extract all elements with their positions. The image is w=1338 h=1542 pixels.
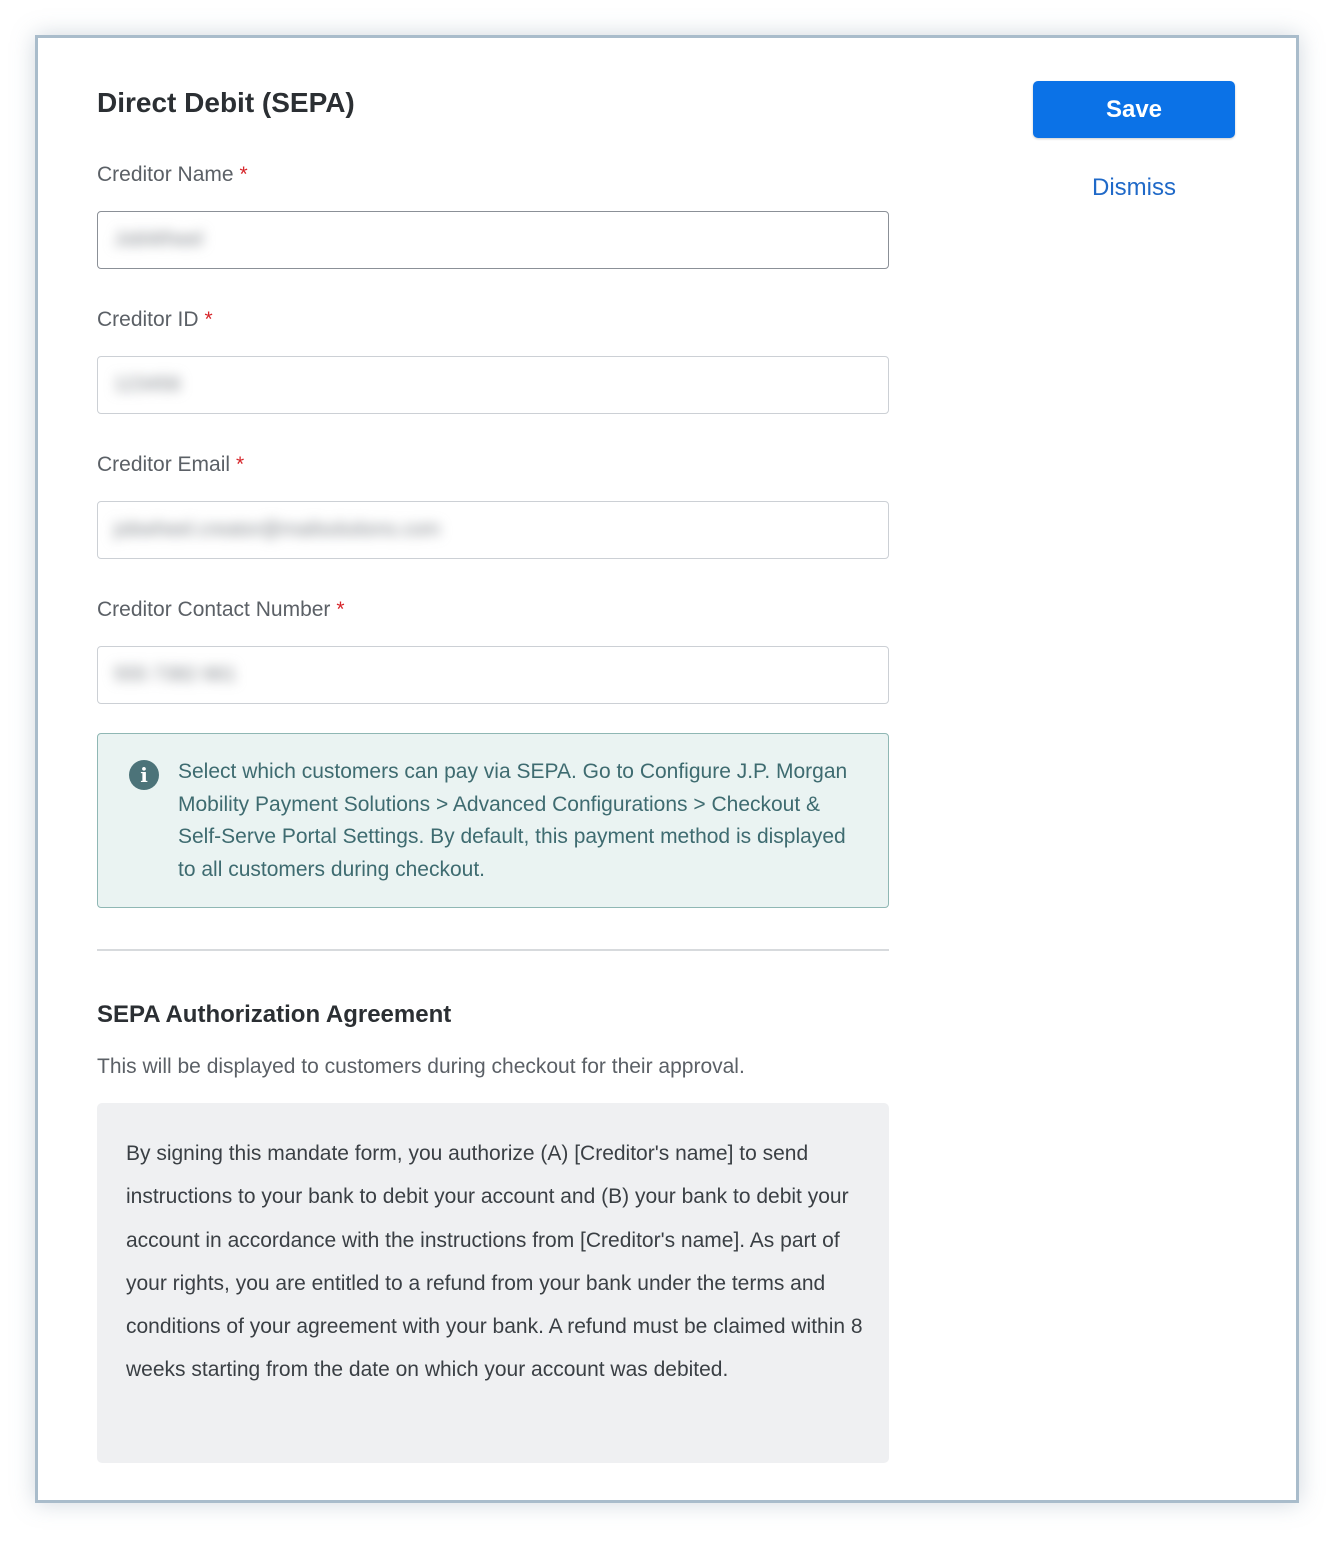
agreement-description: This will be displayed to customers during checkout for their approval. — [97, 1055, 745, 1078]
creditor-contact-number-label — [97, 596, 345, 624]
creditor-id-value: 123456 — [114, 373, 181, 396]
creditor-email-input[interactable] — [97, 501, 889, 559]
creditor-contact-number-value: 555 7382 661 — [114, 663, 237, 686]
creditor-contact-number-input[interactable] — [97, 646, 889, 704]
creditor-id-label — [97, 306, 213, 334]
info-callout — [97, 733, 889, 908]
required-marker: * — [236, 453, 245, 476]
creditor-name-label — [97, 161, 248, 189]
info-message: Select which customers can pay via SEPA. Go to Configure J.P. Morgan Mobility Payment Solutions > Advanced Configurations > Checkout & Self-Serve Portal Settings. By default, this payment method is displayed to all customers during checkout. — [178, 760, 848, 881]
required-marker: * — [204, 308, 213, 331]
creditor-email-value: jobwheel.creator@mailsolutions.com — [114, 518, 440, 541]
required-marker: * — [239, 163, 248, 186]
creditor-email-label — [97, 451, 244, 479]
agreement-text-box — [97, 1103, 889, 1463]
agreement-title: SEPA Authorization Agreement — [97, 1001, 452, 1028]
dismiss-link[interactable]: Dismiss — [1092, 174, 1176, 201]
section-divider — [97, 949, 889, 951]
page-title: Direct Debit (SEPA) — [97, 87, 355, 118]
field-label-text: Creditor Name — [97, 163, 234, 186]
creditor-name-input[interactable] — [97, 211, 889, 269]
agreement-text: By signing this mandate form, you authorize (A) [Creditor's name] to send instructions to your bank to debit your account and (B) your bank to debit your account in accordance with the instructions from [Creditor's name]. As part of your rights, you are entitled to a refund from your bank under the terms and conditions of your agreement with your bank. A refund must be claimed within 8 weeks starting from the date on which your account was debited. — [126, 1142, 863, 1382]
creditor-id-input[interactable] — [97, 356, 889, 414]
field-label-text: Creditor Contact Number — [97, 598, 331, 621]
creditor-name-value: JobWheel — [114, 228, 203, 251]
info-icon: i — [129, 760, 159, 790]
required-marker: * — [336, 598, 345, 621]
save-button[interactable]: Save — [1033, 81, 1235, 138]
field-label-text: Creditor Email — [97, 453, 231, 476]
field-label-text: Creditor ID — [97, 308, 199, 331]
